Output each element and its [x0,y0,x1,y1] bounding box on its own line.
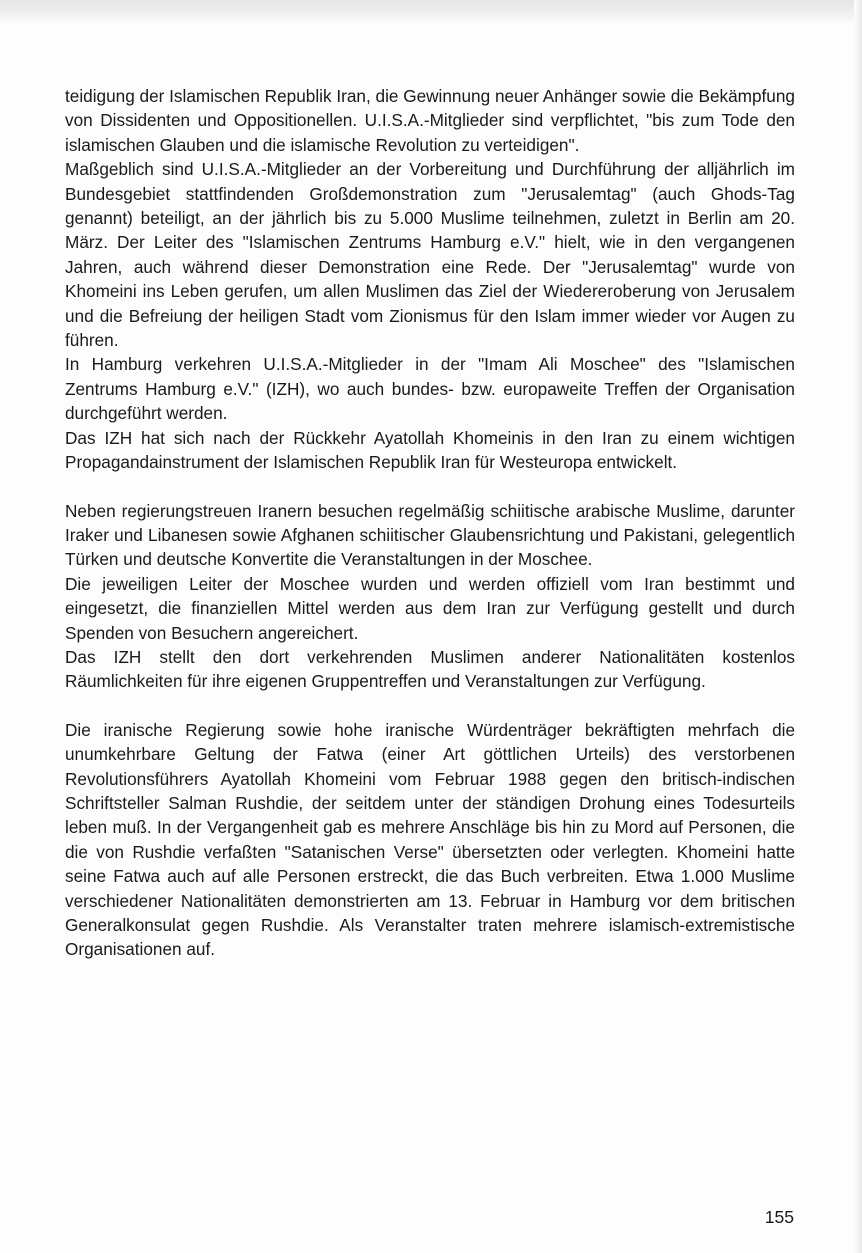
scan-right-edge [854,0,862,1253]
scan-top-edge [0,0,862,22]
paragraph: Das IZH hat sich nach der Rückkehr Ayatollah Khomeinis in den Iran zu einem wichtigen Propagandainstrument der Islamischen Republik Iran für Westeuropa entwickelt. [65,427,795,473]
paragraph: Die iranische Regierung sowie hohe iranische Würdenträger bekräftigten mehrfach die unumkehrbare Geltung der Fatwa (einer Art göttlichen Urteils) des verstorbenen Revolutionsführers Ayatollah Khomeini vom Februar 1988 gegen den britisch-indischen Schriftsteller Salman Rushdie, der seitdem unter der ständigen Drohung eines Todesurteils leben muß. In der Vergangenheit gab es mehrere Anschläge bis hin zu Mord auf Personen, die die von Rushdie verfaßten "Satanischen Verse" übersetzten oder verlegten. Khomeini hatte seine Fatwa auch auf alle Personen erstreckt, die das Buch verbreiten. Etwa 1.000 Muslime verschiedener Nationalitäten demonstrierten am 13. Februar in Hamburg vor dem britischen Generalkonsulat gegen Rushdie. Als Veranstalter traten mehrere islamisch-extremistische Organisationen auf. [65,719,795,960]
paragraph: In Hamburg verkehren U.I.S.A.-Mitglieder in der "Imam Ali Moschee" des "Islamischen Zentrums Hamburg e.V." (IZH), wo auch bundes- bzw. europaweite Treffen der Organisation durchgeführt werden. [65,354,795,424]
paragraph: Die jeweiligen Leiter der Moschee wurden und werden offiziell vom Iran bestimmt und eingesetzt, die finanziellen Mittel werden aus dem Iran zur Verfügung gestellt und durch Spenden von Besuchern angereichert. [65,573,795,643]
paragraph: Maßgeblich sind U.I.S.A.-Mitglieder an der Vorbereitung und Durchführung der alljährlich im Bundesgebiet stattfindenden Großdemonstration zum "Jerusalemtag" (auch Ghods-Tag genannt) beteiligt, an der jährlich bis zu 5.000 Muslime teilnehmen, zuletzt in Berlin am 20. März. Der Leiter des "Islamischen Zentrums Hamburg e.V." hielt, wie in den vergangenen Jahren, auch während dieser Demonstration eine Rede. Der "Jerusalemtag" wurde von Khomeini ins Leben gerufen, um allen Muslimen das Ziel der Wiedereroberung von Jerusalem und die Befreiung der heiligen Stadt vom Zionismus für den Islam immer wieder vor Augen zu führen. [65,159,795,351]
section-gap [65,475,795,499]
page-number: 155 [764,1207,794,1227]
paragraph: teidigung der Islamischen Republik Iran, die Gewinnung neuer Anhänger sowie die Bekämpfung von Dissidenten und Oppositionellen. U.I.S.A.-Mitglieder sind verpflichtet, "bis zum Tode den islamischen Glauben und die islamische Revolution zu verteidigen". [65,86,795,155]
paragraph: Neben regierungstreuen Iranern besuchen regelmäßig schiitische arabische Muslime, darunter Iraker und Libanesen sowie Afghanen schiitischer Glaubensrichtung und Pakistani, gelegentlich Türken und deutsche Konvertite die Veranstaltungen in der Moschee. [65,500,795,570]
section-gap [65,694,795,718]
paragraph: Das IZH stellt den dort verkehrenden Muslimen anderer Nationalitäten kostenlos Räumlichkeiten für ihre eigenen Gruppentreffen und Veranstaltungen zur Verfügung. [65,646,795,692]
body-text [65,84,795,962]
